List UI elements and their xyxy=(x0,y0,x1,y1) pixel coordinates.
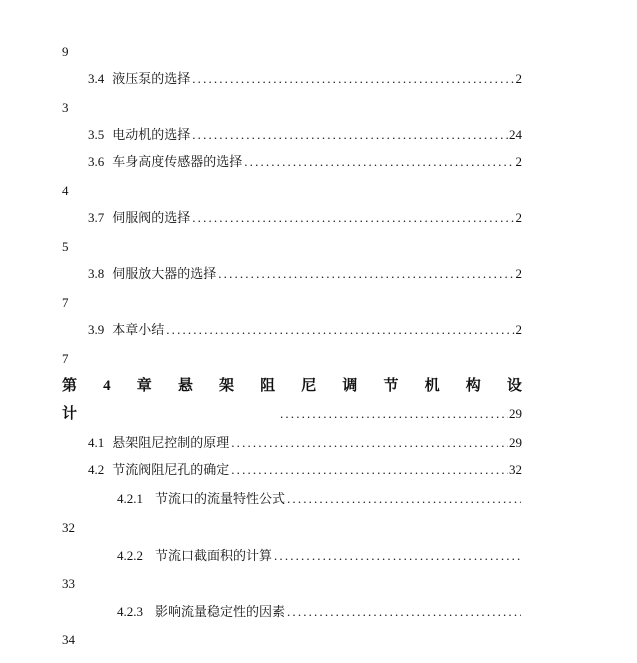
section-number: 3.7 xyxy=(88,210,105,225)
section-title: 车身高度传感器的选择 xyxy=(112,154,243,169)
page-number-overflow xyxy=(0,631,637,649)
page-number: 4 xyxy=(62,183,69,198)
section-title: 影响流量稳定性的因素 xyxy=(155,604,286,619)
section-number: 3.5 xyxy=(88,127,105,142)
toc-entry-link[interactable] xyxy=(88,265,522,283)
toc-entry[interactable] xyxy=(0,70,637,88)
toc-entry[interactable] xyxy=(0,209,637,227)
section-title: 悬架阻尼控制的原理 xyxy=(112,435,230,450)
chapter-title-char: 4 xyxy=(103,378,111,394)
chapter-4-heading[interactable] xyxy=(0,377,637,395)
page-number: 7 xyxy=(62,351,69,366)
toc-entry[interactable] xyxy=(0,490,637,508)
page-number-overflow xyxy=(0,43,637,61)
dot-leader xyxy=(231,434,508,452)
toc-entry[interactable] xyxy=(0,461,637,479)
section-number: 3.9 xyxy=(88,322,105,337)
section-number: 3.8 xyxy=(88,266,105,281)
dot-leader xyxy=(287,603,521,621)
chapter-title-char: 构 xyxy=(465,378,481,394)
section-number: 4.2.1 xyxy=(117,491,143,506)
dot-leader xyxy=(244,153,514,171)
section-number: 3.4 xyxy=(88,71,105,86)
toc-entry-link[interactable] xyxy=(88,209,522,227)
page-number-overflow xyxy=(0,238,637,256)
toc-entry-link[interactable] xyxy=(88,321,522,339)
page-number: 34 xyxy=(62,632,75,647)
toc-entry-link[interactable] xyxy=(278,405,522,423)
chapter-title-char: 架 xyxy=(218,378,234,394)
section-number: 4.2.3 xyxy=(117,604,143,619)
page-number-overflow xyxy=(0,575,637,593)
chapter-title-char: 阻 xyxy=(260,378,276,394)
section-title: 本章小结 xyxy=(112,322,165,337)
page-number: 2 xyxy=(515,322,522,337)
toc-entry[interactable] xyxy=(0,265,637,283)
dot-leader xyxy=(231,461,508,479)
page-number: 7 xyxy=(62,295,69,310)
toc-entry-link[interactable] xyxy=(117,603,522,621)
section-title: 伺服阀的选择 xyxy=(112,210,191,225)
page-number-overflow xyxy=(0,294,637,312)
page-number: 29 xyxy=(509,435,522,450)
section-title: 伺服放大器的选择 xyxy=(112,266,217,281)
dot-leader xyxy=(280,405,508,423)
toc-entry-link[interactable] xyxy=(117,547,522,565)
dot-leader xyxy=(218,265,514,283)
chapter-title-char: 机 xyxy=(424,378,440,394)
section-title: 节流阀阻尼孔的确定 xyxy=(112,462,230,477)
chapter-title-char: 尼 xyxy=(301,378,317,394)
section-number: 4.1 xyxy=(88,435,105,450)
toc-entry[interactable] xyxy=(0,434,637,452)
toc-entry-link[interactable] xyxy=(117,490,522,508)
toc-entry[interactable] xyxy=(0,321,637,339)
dot-leader xyxy=(192,70,514,88)
section-title: 电动机的选择 xyxy=(112,127,191,142)
toc-entry-link[interactable] xyxy=(88,461,522,479)
section-number: 4.2.2 xyxy=(117,548,143,563)
section-title: 节流口截面积的计算 xyxy=(155,548,273,563)
chapter-title-char: 设 xyxy=(506,378,522,394)
chapter-4-heading-cont[interactable] xyxy=(0,405,637,423)
toc-entry-link[interactable] xyxy=(88,126,522,144)
section-title: 节流口的流量特性公式 xyxy=(155,491,286,506)
page-number: 3 xyxy=(62,100,69,115)
chapter-title-char: 计 xyxy=(62,406,78,422)
page-number: 33 xyxy=(62,576,75,591)
page-number: 2 xyxy=(515,71,522,86)
page-number: 2 xyxy=(515,210,522,225)
page-number: 29 xyxy=(509,406,522,421)
page-number-overflow xyxy=(0,182,637,200)
toc-entry[interactable] xyxy=(0,603,637,621)
chapter-title-char: 悬 xyxy=(177,378,193,394)
toc-entry[interactable] xyxy=(0,126,637,144)
toc-entry[interactable] xyxy=(0,153,637,171)
page-number: 32 xyxy=(509,462,522,477)
chapter-title-char: 章 xyxy=(136,378,152,394)
dot-leader xyxy=(192,209,514,227)
section-number: 3.6 xyxy=(88,154,105,169)
page-number-overflow xyxy=(0,99,637,117)
chapter-title-char: 第 xyxy=(62,378,78,394)
dot-leader xyxy=(192,126,508,144)
page-number-overflow xyxy=(0,519,637,537)
section-title: 液压泵的选择 xyxy=(112,71,191,86)
page-number: 2 xyxy=(515,154,522,169)
page-number-overflow xyxy=(0,350,637,368)
chapter-title-char: 节 xyxy=(383,378,399,394)
chapter-title-char: 调 xyxy=(342,378,358,394)
toc-entry[interactable] xyxy=(0,547,637,565)
page-number: 24 xyxy=(509,127,522,142)
toc-entry-link[interactable] xyxy=(88,434,522,452)
page-number: 2 xyxy=(515,266,522,281)
section-number: 4.2 xyxy=(88,462,105,477)
dot-leader xyxy=(287,490,521,508)
page-number: 32 xyxy=(62,520,75,535)
page-number: 9 xyxy=(62,44,69,59)
page-number: 5 xyxy=(62,239,69,254)
dot-leader xyxy=(274,547,521,565)
dot-leader xyxy=(166,321,514,339)
toc-entry-link[interactable] xyxy=(88,70,522,88)
toc-entry-link[interactable] xyxy=(88,153,522,171)
